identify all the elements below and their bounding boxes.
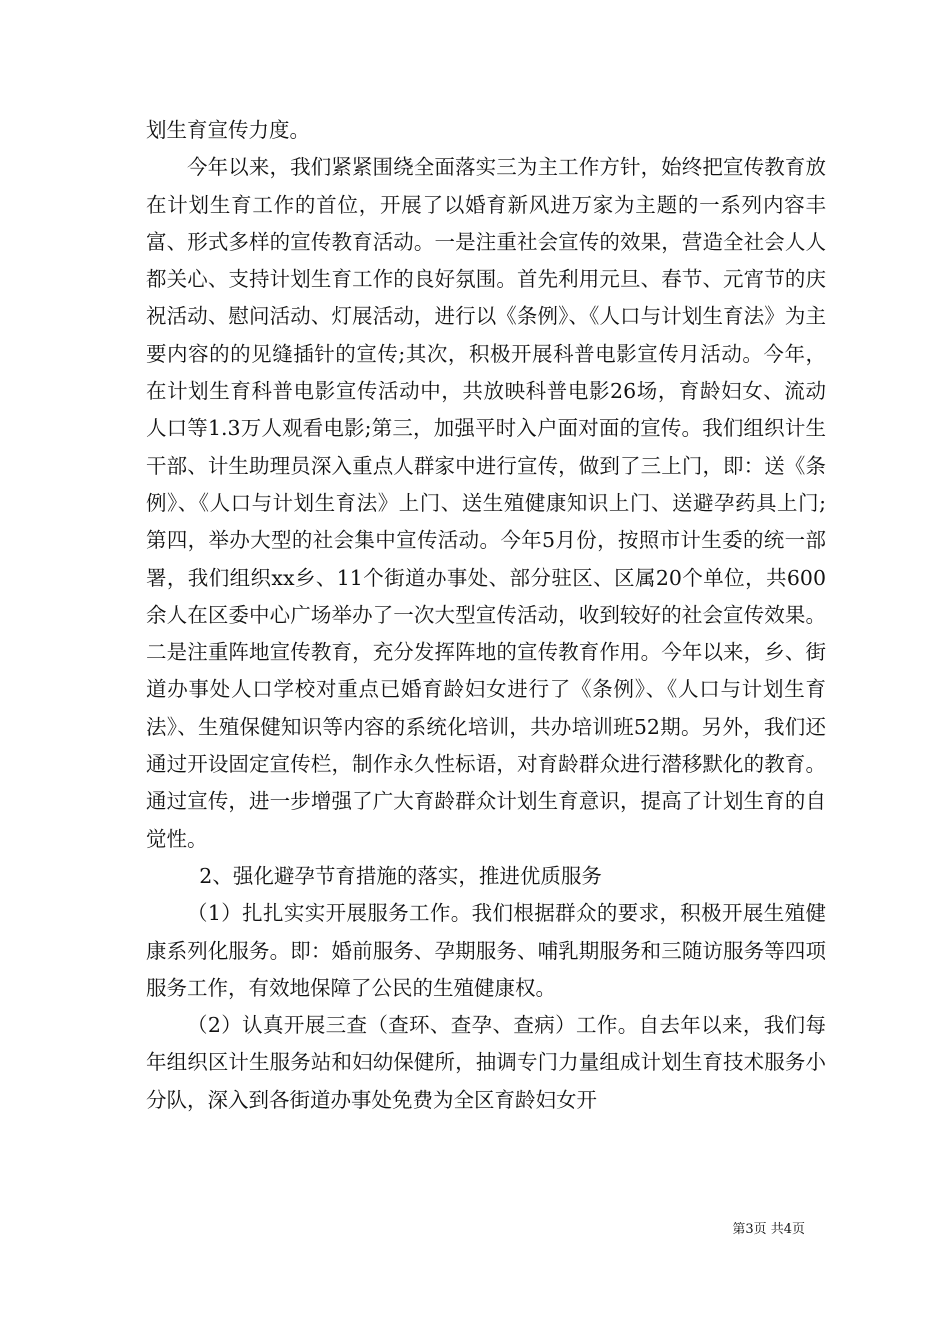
section-heading-contraception: 2、强化避孕节育措施的落实，推进优质服务 [199, 863, 602, 888]
paragraph-three-checks: （2）认真开展三查（查环、查孕、查病）工作。自去年以来，我们每年组织区计生服务站和妇幼保健所，抽调专门力量组成计划生育技术服务小分队，深入到各街道办事处免费为全区育龄妇女开 [146, 1013, 826, 1112]
paragraph-service-work: （1）扎扎实实开展服务工作。我们根据群众的要求，积极开展生殖健康系列化服务。即：婚前服务、孕期服务、哺乳期服务和三随访服务等四项服务工作，有效地保障了公民的生殖健康权。 [146, 901, 826, 1000]
paragraph-continuation: 划生育宣传力度。 [146, 118, 310, 142]
document-body [146, 112, 826, 1119]
paragraph-publicity: 今年以来，我们紧紧围绕全面落实三为主工作方针，始终把宣传教育放在计划生育工作的首位，开展了以婚育新风进万家为主题的一系列内容丰富、形式多样的宣传教育活动。一是注重社会宣传的效果，营造全社会人人都关心、支持计划生育工作的良好氛围。首先利用元旦、春节、元宵节的庆祝活动、慰问活动、灯展活动，进行以《条例》、《人口与计划生育法》为主要内容的的见缝插针的宣传;其次，积极开展科普电影宣传月活动。今年，在计划生育科普电影宣传活动中，共放映科普电影26场，育龄妇女、流动人口等1.3万人观看电影;第三，加强平时入户面对面的宣传。我们组织计生干部、计生助理员深入重点人群家中进行宣传，做到了三上门，即：送《条例》、《人口与计划生育法》上门、送生殖健康知识上门、送避孕药具上门;第四，举办大型的社会集中宣传活动。今年5月份，按照市计生委的统一部署，我们组织xx乡、11个街道办事处、部分驻区、区属20个单位，共600余人在区委中心广场举办了一次大型宣传活动，收到较好的社会宣传效果。二是注重阵地宣传教育，充分发挥阵地的宣传教育作用。今年以来，乡、街道办事处人口学校对重点已婚育龄妇女进行了《条例》、《人口与计划生育法》、生殖保健知识等内容的系统化培训，共办培训班52期。另外，我们还通过开设固定宣传栏，制作永久性标语，对育龄群众进行潜移默化的教育。通过宣传，进一步增强了广大育龄群众计划生育意识，提高了计划生育的自觉性。 [146, 155, 826, 851]
page-number-footer: 第3页 共4页 [732, 1222, 805, 1237]
